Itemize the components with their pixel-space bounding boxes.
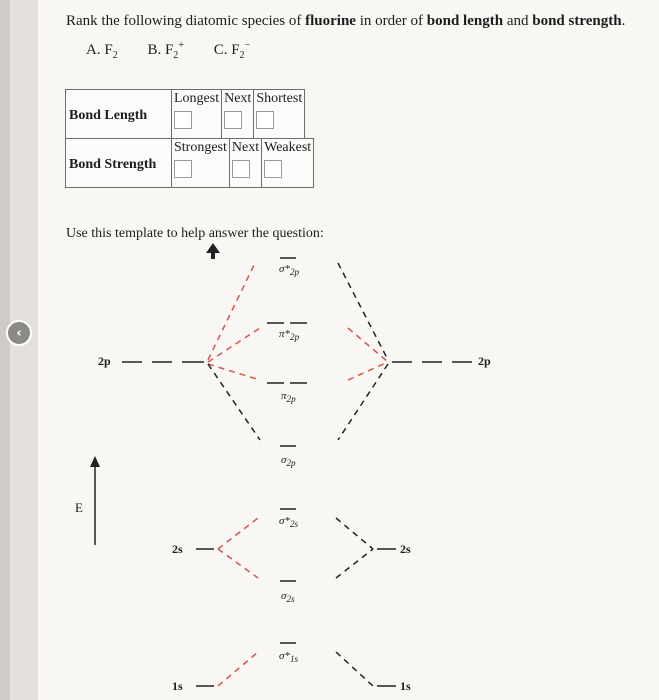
- sigma-2s-label: $\sigma_{2s}$: [281, 590, 295, 605]
- energy-arrow-icon: [90, 456, 100, 467]
- bond-length-col-next: Next: [222, 90, 254, 139]
- right-1s-label: 1s: [400, 679, 411, 693]
- bond-strength-col-weakest: Weakest: [262, 139, 314, 188]
- pi-2p-label: $\pi_{2p}$: [281, 390, 296, 405]
- black-correlation-lines: [208, 263, 388, 686]
- mo-levels: [267, 258, 307, 643]
- back-chevron-icon[interactable]: ‹: [6, 320, 32, 346]
- sigma-star-2p-label: $\sigma*_{2p}$: [279, 263, 300, 278]
- left-edge: [0, 0, 10, 700]
- bond-length-label: Bond Length: [66, 90, 172, 139]
- sigma-star-1s-label: $\sigma*_{1s}$: [279, 650, 299, 665]
- left-2s-label: 2s: [172, 542, 183, 556]
- right-2p-label: 2p: [478, 354, 491, 368]
- option-b: B. $F_2^+$: [147, 40, 184, 61]
- mouse-cursor-icon: [206, 243, 220, 259]
- bond-length-col-longest: Longest: [172, 90, 222, 139]
- energy-axis-label: E: [75, 500, 83, 515]
- pi-star-2p-label: $\pi*_{2p}$: [279, 328, 300, 343]
- bond-strength-col-next: Next: [229, 139, 261, 188]
- template-label: Use this template to help answer the question:: [66, 226, 324, 241]
- bond-strength-col-strongest: Strongest: [172, 139, 230, 188]
- red-correlation-lines: [208, 263, 388, 686]
- question-text: Rank the following diatomic species of fluorine in order of bond length and bond strength.: [66, 13, 626, 29]
- option-c: C. $F_2^-$: [213, 40, 251, 61]
- bond-strength-label: Bond Strength: [66, 139, 172, 188]
- mo-diagram: [38, 0, 659, 700]
- option-a: A. $F_2$: [86, 42, 118, 61]
- sigma-2p-label: $\sigma_{2p}$: [281, 454, 296, 469]
- question-page: [38, 0, 659, 700]
- left-2p-label: 2p: [98, 354, 111, 368]
- right-2s-label: 2s: [400, 542, 411, 556]
- bond-length-col-shortest: Shortest: [254, 90, 305, 139]
- sigma-star-2s-label: $\sigma*_{2s}$: [279, 515, 299, 530]
- left-1s-label: 1s: [172, 679, 183, 693]
